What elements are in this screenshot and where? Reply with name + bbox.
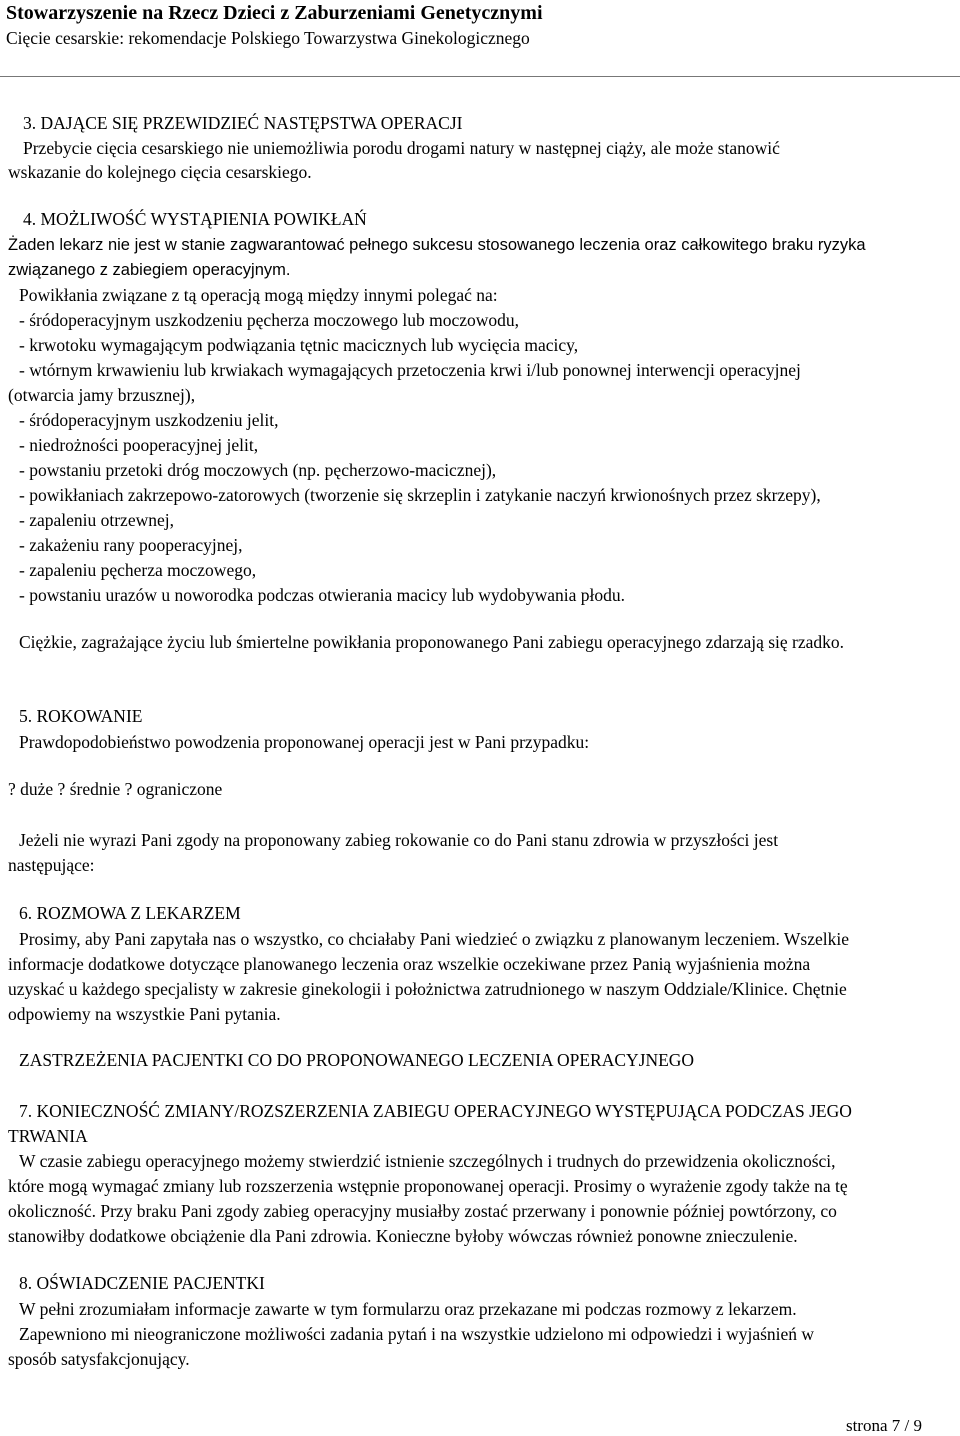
prognosis-options: ? duże ? średnie ? ograniczone (8, 779, 223, 799)
complication-item: - powstaniu urazów u noworodka podczas otwierania macicy lub wydobywania płodu. (19, 585, 626, 605)
section-4-text: Żaden lekarz nie jest w stanie zagwarantować pełnego sukcesu stosowanego leczenia oraz całkowitego braku ryzyka (8, 236, 866, 254)
section-8-heading: 8. OŚWIADCZENIE PACJENTKI (19, 1273, 265, 1293)
section-6-text: Prosimy, aby Pani zapytała nas o wszystko, co chciałaby Pani wiedzieć o związku z planowanym leczeniem. Wszelkie (19, 929, 850, 949)
section-6-text: odpowiemy na wszystkie Pani pytania. (8, 1004, 281, 1024)
section-3-text: Przebycie cięcia cesarskiego nie uniemożliwia porodu drogami natury w następnej ciąży, ale może stanowić (23, 138, 780, 158)
complication-item: - krwotoku wymagającym podwiązania tętnic macicznych lub wycięcia macicy, (19, 335, 579, 355)
section-7-heading: TRWANIA (8, 1126, 88, 1146)
complication-item: - śródoperacyjnym uszkodzeniu jelit, (19, 410, 279, 430)
section-6-text: informacje dodatkowe dotyczące planowanego leczenia oraz wszelkie oczekiwane przez Panią wyjaśnienia można (8, 954, 811, 974)
section-4-heading: 4. MOŻLIWOŚĆ WYSTĄPIENIA POWIKŁAŃ (23, 209, 367, 229)
complication-item: - powstaniu przetoki dróg moczowych (np. pęcherzowo-macicznej), (19, 460, 497, 480)
patient-reservations-heading: ZASTRZEŻENIA PACJENTKI CO DO PROPONOWANEGO LECZENIA OPERACYJNEGO (19, 1050, 695, 1070)
section-7-text: stanowiłby dodatkowe obciążenie dla Pani zdrowia. Konieczne byłoby wówczas również ponowne znieczulenie. (8, 1226, 798, 1246)
section-5-heading: 5. ROKOWANIE (19, 706, 143, 726)
complication-item: - śródoperacyjnym uszkodzeniu pęcherza moczowego lub moczowodu, (19, 310, 520, 330)
section-3-text: wskazanie do kolejnego cięcia cesarskiego. (8, 162, 312, 182)
document-subtitle: Cięcie cesarskie: rekomendacje Polskiego Towarzystwa Ginekologicznego (6, 28, 530, 48)
section-5-text: Jeżeli nie wyrazi Pani zgody na proponowany zabieg rokowanie co do Pani stanu zdrowia w przyszłości jest (19, 830, 779, 850)
page-number: strona 7 / 9 (845, 1416, 922, 1435)
section-7-text: W czasie zabiegu operacyjnego możemy stwierdzić istnienie szczególnych i trudnych do przewidzenia okoliczności, (19, 1151, 836, 1171)
complication-item: - zapaleniu otrzewnej, (19, 510, 174, 530)
section-6-text: uzyskać u każdego specjalisty w zakresie ginekologii i położnictwa zatrudnionego w naszym Oddziale/Klinice. Chętnie (8, 979, 847, 999)
complication-item: - niedrożności pooperacyjnej jelit, (19, 435, 259, 455)
section-7-heading: 7. KONIECZNOŚĆ ZMIANY/ROZSZERZENIA ZABIEGU OPERACYJNEGO WYSTĘPUJĄCA PODCZAS JEGO (19, 1101, 852, 1121)
complication-item: (otwarcia jamy brzusznej), (8, 385, 196, 405)
header-divider (0, 76, 960, 77)
complication-item: - zakażeniu rany pooperacyjnej, (19, 535, 243, 555)
section-7-text: które mogą wymagać zmiany lub rozszerzenia wstępnie proponowanej operacji. Prosimy o wyrażenie zgody także na tę (8, 1176, 848, 1196)
section-7-text: okoliczność. Przy braku Pani zgody zabieg operacyjny musiałby zostać przerwany i ponownie później powtórzony, co (8, 1201, 837, 1221)
complication-item: - zapaleniu pęcherza moczowego, (19, 560, 257, 580)
section-5-text: następujące: (8, 855, 95, 875)
section-8-text: sposób satysfakcjonujący. (8, 1349, 190, 1369)
complications-intro: Powikłania związane z tą operacją mogą między innymi polegać na: (19, 285, 498, 305)
complication-item: - wtórnym krwawieniu lub krwiakach wymagających przetoczenia krwi i/lub ponownej interwencji operacyjnej (19, 360, 801, 380)
complication-item: - powikłaniach zakrzepowo-zatorowych (tworzenie się skrzeplin i zatykanie naczyń krwionośnych przez skrzepy), (19, 485, 821, 505)
section-4-text: związanego z zabiegiem operacyjnym. (8, 261, 291, 279)
section-5-text: Prawdopodobieństwo powodzenia proponowanej operacji jest w Pani przypadku: (19, 732, 590, 752)
complications-note: Ciężkie, zagrażające życiu lub śmiertelne powikłania proponowanego Pani zabiegu operacyjnego zdarzają się rzadko. (19, 632, 845, 652)
section-6-heading: 6. ROZMOWA Z LEKARZEM (19, 903, 241, 923)
organization-title: Stowarzyszenie na Rzecz Dzieci z Zaburzeniami Genetycznymi (6, 2, 543, 24)
section-3-heading: 3. DAJĄCE SIĘ PRZEWIDZIEĆ NASTĘPSTWA OPERACJI (23, 113, 463, 133)
section-8-text: Zapewniono mi nieograniczone możliwości zadania pytań i na wszystkie udzielono mi odpowiedzi i wyjaśnień w (19, 1324, 815, 1344)
section-8-text: W pełni zrozumiałam informacje zawarte w tym formularzu oraz przekazane mi podczas rozmowy z lekarzem. (19, 1299, 797, 1319)
